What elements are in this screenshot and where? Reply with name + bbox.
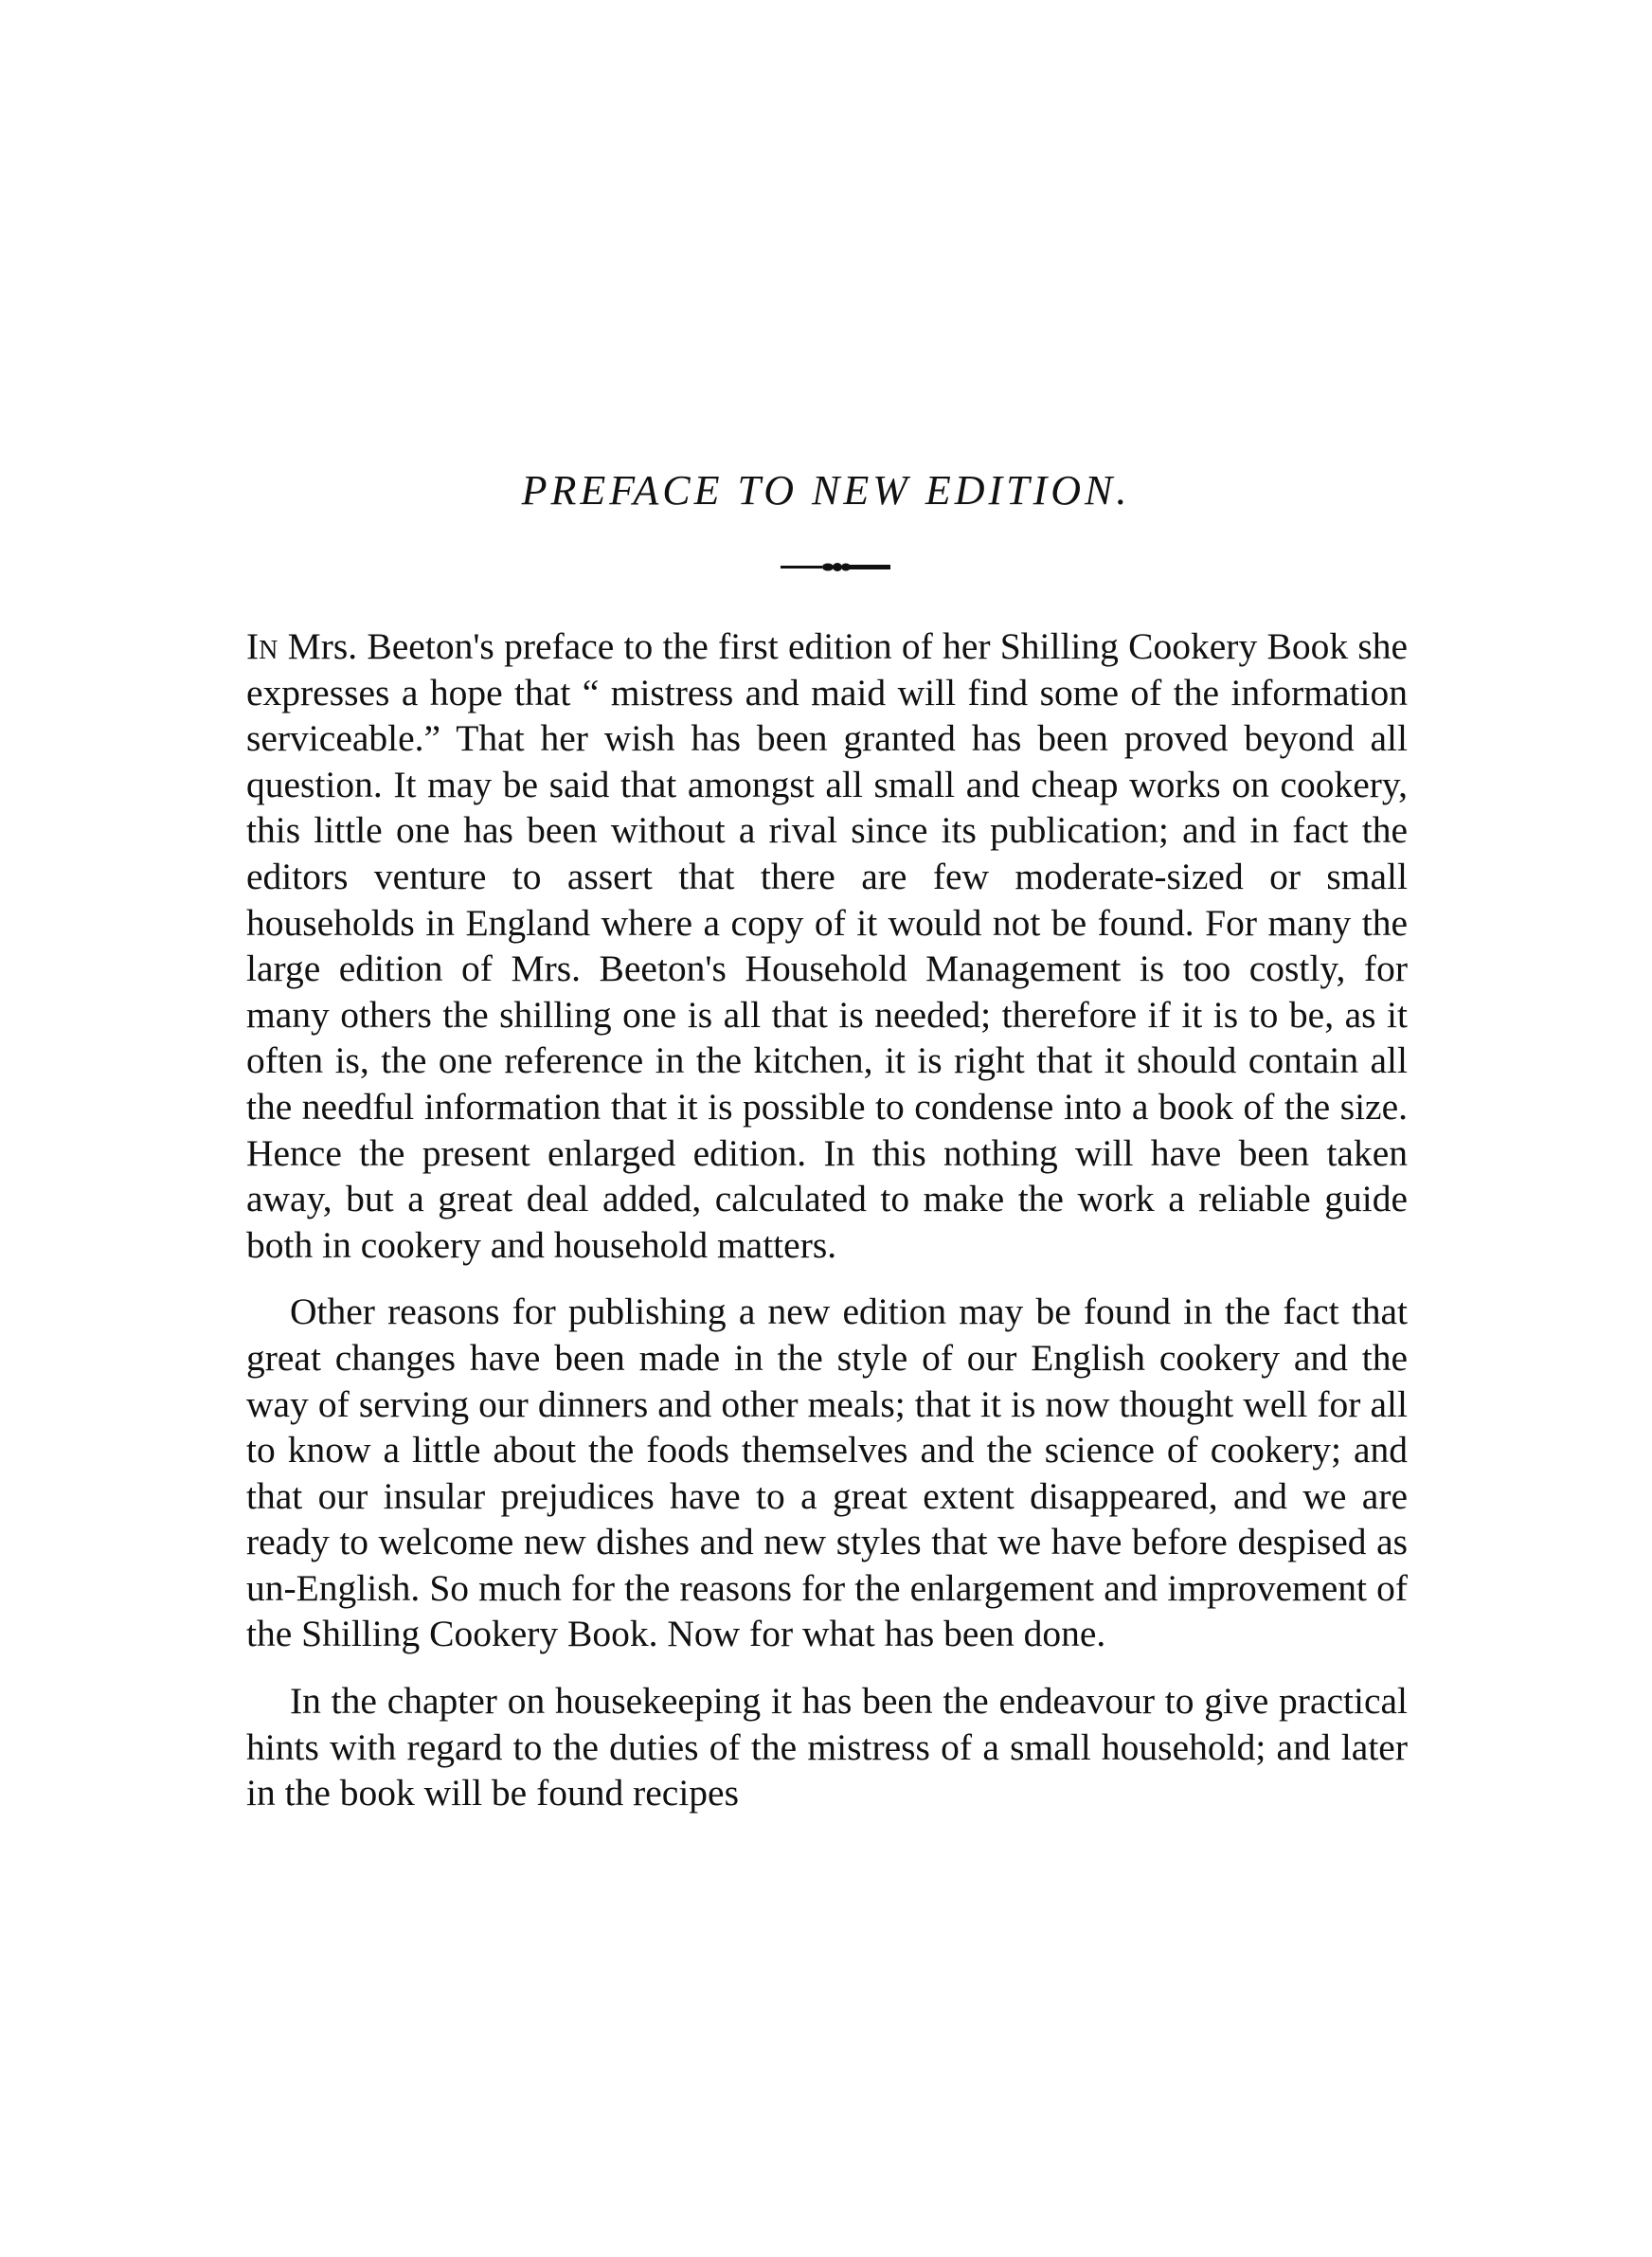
preface-body: [246, 623, 1408, 1837]
paragraph-3: In the chapter on housekeeping it has been the endeavour to give practical hints with regard to the duties of the mistress of a small household; and later in the book will be found recipes: [246, 1680, 1408, 1815]
paragraph-1: [246, 623, 1408, 1268]
page-title: PREFACE TO NEW EDITION.: [521, 467, 1131, 514]
paragraph-2: Other reasons for publishing a new edition may be found in the fact that great changes have been made in the style of our English cookery and the way of serving our dinners and other meals; that it is now thought well for all to know a little about the foods themselves and the science of cookery; and that our insular prejudices have to a great extent disappeared, and we are ready to welcome new dishes and new styles that we have before despised as un-English. So much for the reasons for the enlargement and improvement of the Shilling Cookery Book. Now for what has been done.: [246, 1291, 1408, 1655]
paragraph-text: Mrs. Beeton's preface to the first edition of her Shilling Cookery Book she expresses a hope that “ mistress and maid will find some of the information serviceable.” That her wish has been granted has been proved beyond all question. It may be said that amongst all small and cheap works on cookery, this little one has been without a rival since its publication; and in fact the editors venture to assert that there are few moderate-sized or small households in England where a copy of it would not be found. For many the large edition of Mrs. Beeton's Household Management is too costly, for many others the shilling one is all that is needed; therefore if it is to be, as it often is, the one reference in the kitchen, it is right that it should contain all the needful information that it is possible to condense into a book of the size. Hence the present enlarged edition. In this nothing will have been taken away, but a great deal added, calculated to make the work a reliable guide both in cookery and household matters.: [246, 625, 1408, 1266]
paragraph-lead-word: In: [246, 625, 278, 667]
ornamental-rule-icon: [779, 561, 892, 574]
